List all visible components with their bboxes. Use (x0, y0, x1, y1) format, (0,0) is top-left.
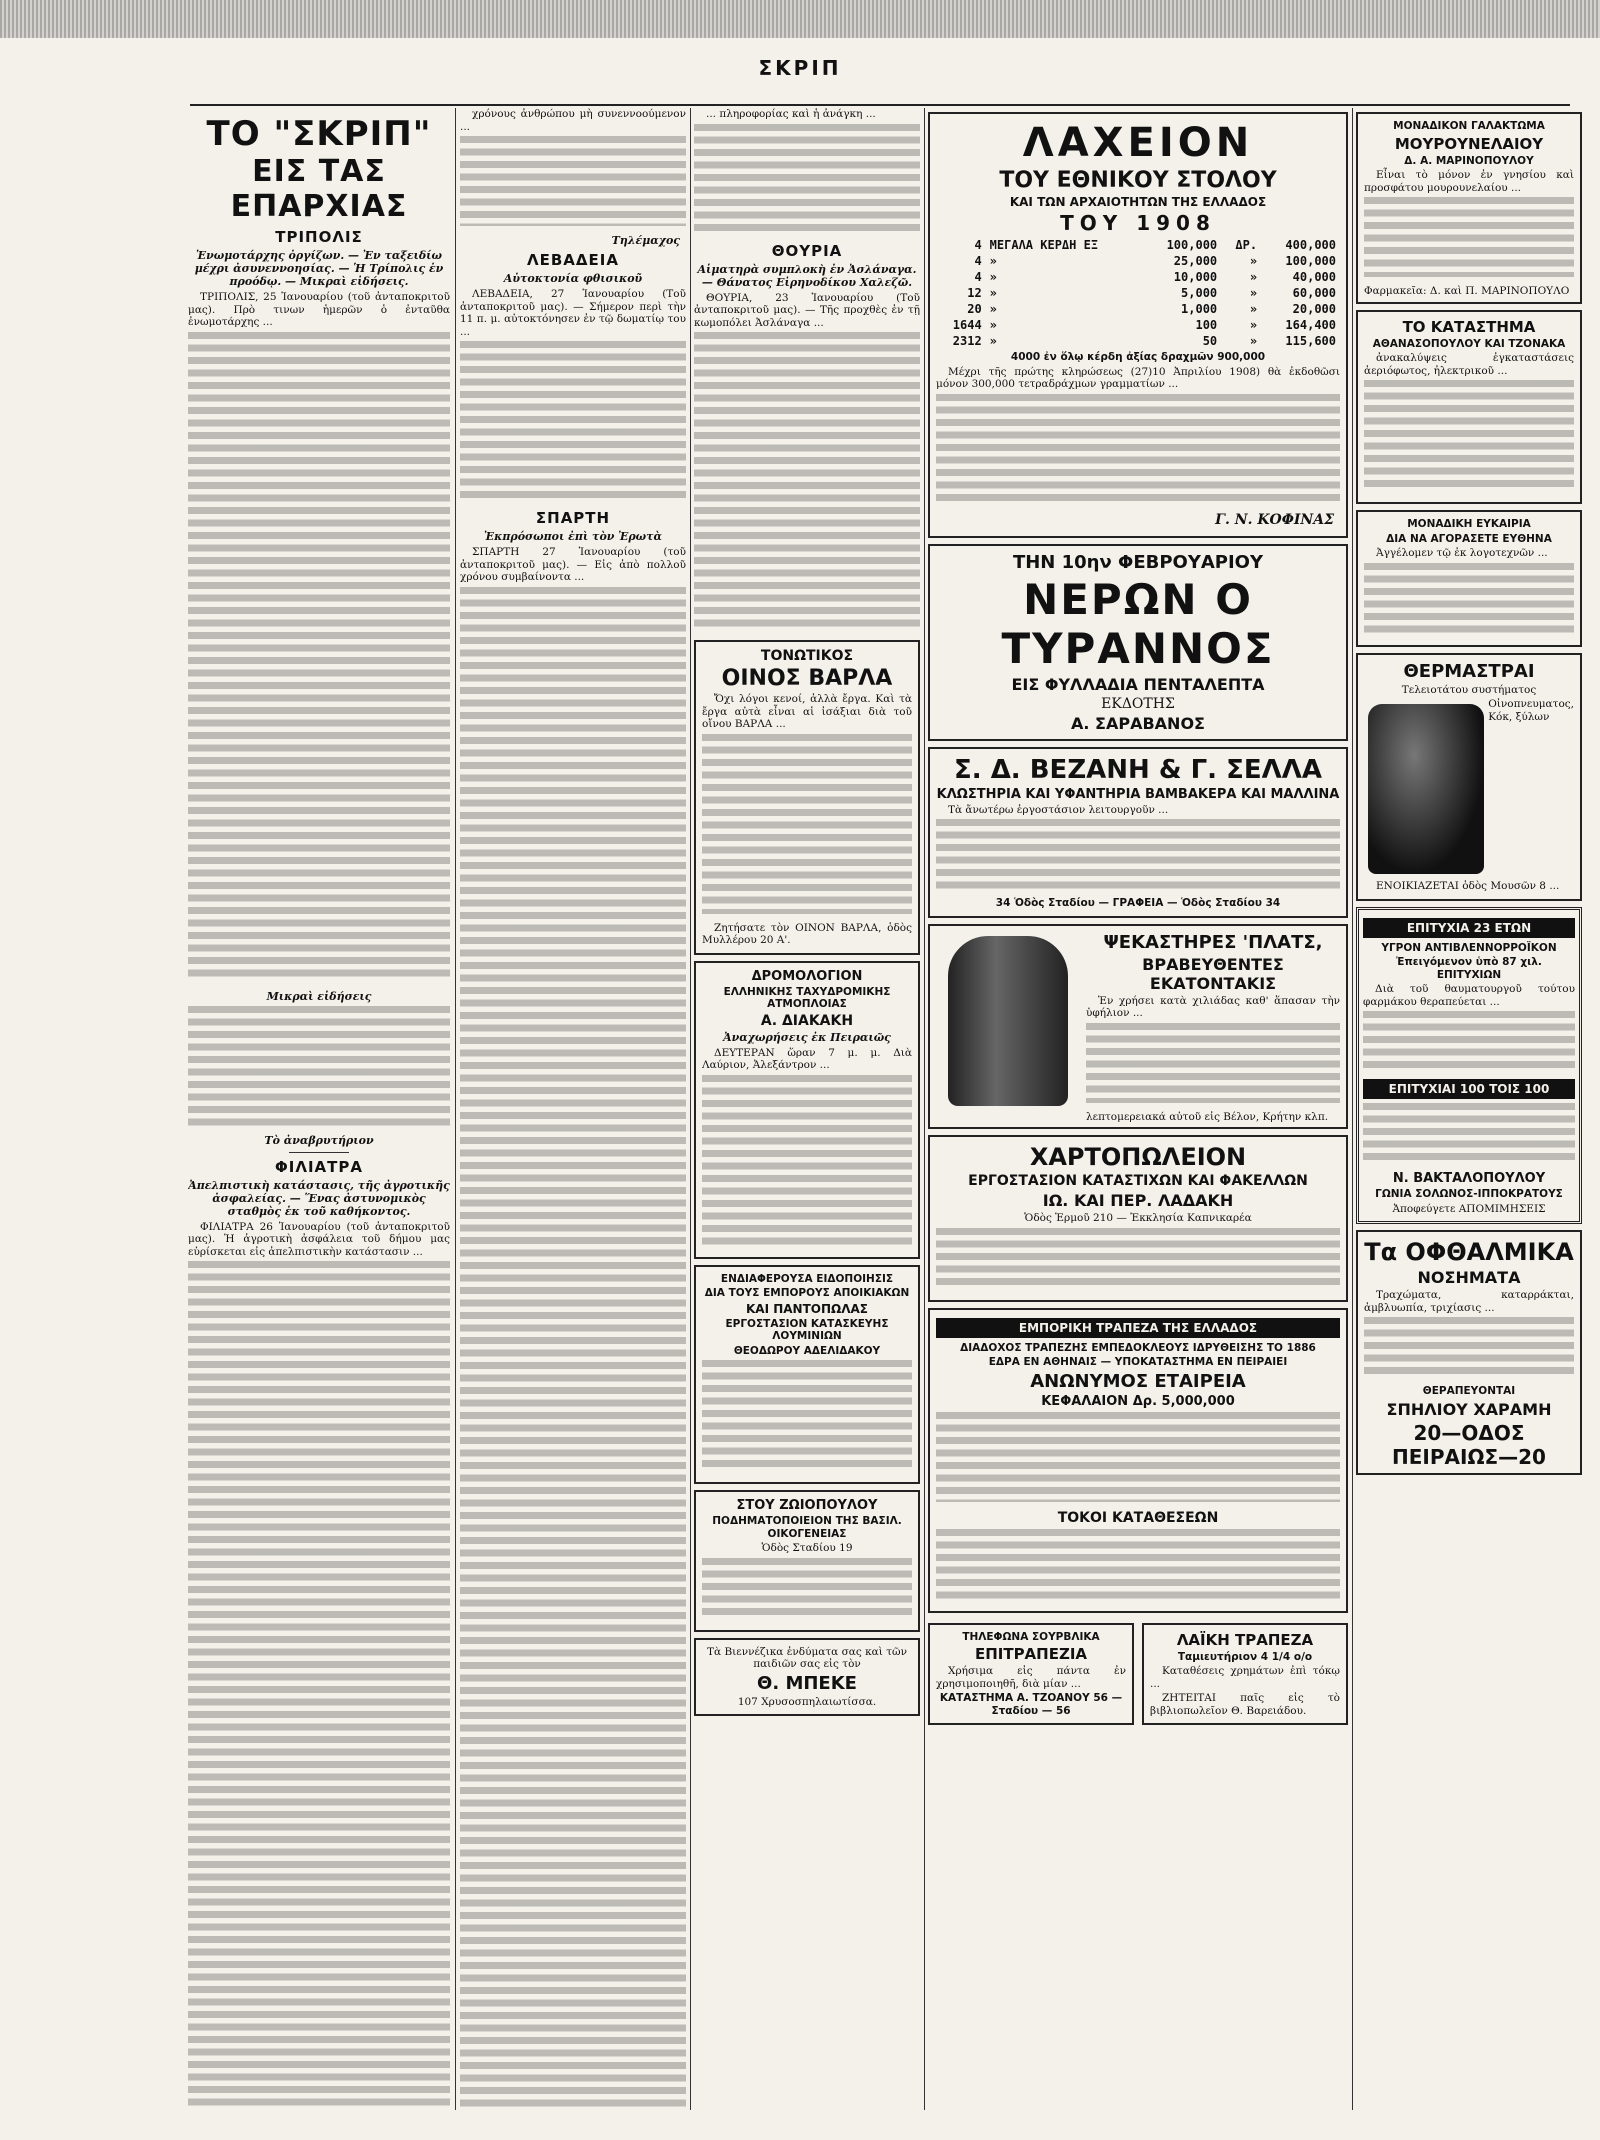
ad-imports (694, 1265, 920, 1485)
headline-provinces: ΕΙΣ ΤΑΣ ΕΠΑΡΧΙΑΣ (230, 154, 408, 224)
section-tripolis-lead: Ἐνωμοτάρχης ὀργίζων. — Ἐν ταξειδίω μέχρι ἀσυνεννοησίας. — Ἡ Τρίπολις ἐν προόδῳ. — Μικραὶ εἰδήσεις. (194, 249, 444, 288)
store-title-1: ΤΟ ΚΑΤΑΣΤΗΜΑ (1402, 317, 1536, 336)
sprayers-text: Ἐν χρήσει κατὰ χιλιάδας καθ' ἅπασαν τὴν ὑφήλιον ... (1086, 994, 1340, 1019)
laiki-title: ΛΑΪΚΗ ΤΡΑΠΕΖΑ (1176, 1630, 1314, 1649)
sorblika-sub: ΕΠΙΤΡΑΠΕΖΙΑ (974, 1645, 1088, 1663)
lottery-cell-label: » (989, 254, 997, 268)
lebadeia-paragraph: ΛΕΒΑΔΕΙΑ, 27 Ἰανουαρίου (Τοῦ ἀνταποκριτοῦ μας). — Σήμερον περὶ τὴν 11 π. μ. αὐτοκτόνησεν ἐν τῷ δωματίῳ του ... (460, 288, 686, 338)
continued-paragraph: ... πληροφορίας καὶ ἡ ἀνάγκη ... (706, 108, 876, 120)
ad-text-block (1086, 1023, 1340, 1103)
lottery-cell-cur: » (1249, 254, 1258, 268)
lottery-cell-each: 50 (1202, 334, 1218, 348)
lottery-cell-total: 20,000 (1292, 302, 1336, 316)
chance-line-2: ΔΙΑ ΝΑ ΑΓΟΡΑΣΕΤΕ ΕΥΘΗΝΑ (1386, 532, 1552, 545)
divider (289, 1152, 349, 1153)
eyes-text: Τραχώματα, καταρράκται, ἀμβλυωπία, τριχίασις ... (1364, 1289, 1574, 1314)
lottery-row (936, 253, 1340, 269)
ad-tonic-wine (694, 640, 920, 955)
article-text-block (460, 341, 686, 501)
lottery-row (936, 317, 1340, 333)
thouria-paragraph: ΘΟΥΡΙΑ, 23 Ἰανουαρίου (Τοῦ ἀνταποκριτοῦ μας). — Τῆς προχθὲς ἐν τῇ κωμοπόλει Ἀσλάναγα ... (694, 291, 920, 329)
ad-text-block (936, 1412, 1340, 1502)
laiki-text: Καταθέσεις χρημάτων ἐπὶ τόκῳ ... (1150, 1665, 1340, 1690)
medicine-address: ΓΩΝΙΑ ΣΟΛΩΝΟΣ-ΙΠΠΟΚΡΑΤΟΥΣ (1375, 1188, 1563, 1200)
lottery-cell-n: 4 (974, 238, 982, 252)
ad-commercial-bank (928, 1308, 1348, 1613)
stoves-rent: ΕΝΟΙΚΙΑΖΕΤΑΙ ὁδὸς Μουσῶν 8 ... (1376, 880, 1560, 892)
lottery-cell-total: 164,400 (1285, 318, 1336, 332)
sprayers-title: ΨΕΚΑΣΤΗΡΕΣ 'ΠΛΑΤΣ, (1103, 931, 1323, 953)
ad-text-block (1363, 1103, 1575, 1163)
column-divider (1352, 108, 1353, 2110)
bank-sub: ΔΙΑΔΟΧΟΣ ΤΡΑΠΕΖΗΣ ΕΜΠΕΔΟΚΛΕΟΥΣ ΙΔΡΥΘΕΙΣΗΣ ΤΟ 1886 (960, 1341, 1316, 1354)
vezani-text: Τὰ ἄνωτέρω ἐργοστάσιον λειτουργοῦν ... (948, 803, 1169, 816)
tripolis-subhead: Μικραὶ εἰδήσεις (266, 989, 372, 1003)
ad-text-block (1364, 1317, 1574, 1377)
neron-publisher-label: ΕΚΔΟΤΗΣ (1101, 695, 1175, 712)
ad-neron (928, 544, 1348, 741)
sorblika-title: ΤΗΛΕΦΩΝΑ ΣΟΥΡΒΛΙΚΑ (962, 1630, 1100, 1643)
lottery-cell-each: 10,000 (1173, 270, 1218, 284)
lottery-title: ΛΑΧΕΙΟΝ (1022, 120, 1254, 166)
article-text-block (694, 124, 920, 234)
lottery-cell-each: 100,000 (1166, 238, 1218, 252)
bank-capital: ΚΕΦΑΛΑΙΟΝ Δρ. 5,000,000 (1041, 1393, 1235, 1409)
medicine-cure: ΕΠΙΤΥΧΙΑΙ 100 ΤΟΙΣ 100 (1363, 1079, 1575, 1099)
lottery-cell-n: 20 (967, 302, 982, 316)
lottery-cell-total: 115,600 (1285, 334, 1336, 348)
stationery-sub: ΕΡΓΟΣΤΑΣΙΟΝ ΚΑΤΑΣΤΙΧΩΝ ΚΑΙ ΦΑΚΕΛΛΩΝ (968, 1173, 1308, 1189)
lottery-signature: Γ. Ν. ΚΟΦΙΝΑΣ (1215, 511, 1334, 528)
ad-text-block (936, 1529, 1340, 1599)
lottery-cell-cur: » (1249, 270, 1258, 284)
ad-text-block (702, 1075, 912, 1245)
ad-text-block (1364, 197, 1574, 277)
imports-line-5: ΘΕΟΔΩΡΟΥ ΑΔΕΛΙΔΑΚΟΥ (733, 1344, 881, 1357)
lottery-cell-n: 12 (967, 286, 982, 300)
ad-text-block (1364, 563, 1574, 633)
article-text-block (694, 332, 920, 632)
bank-seat: ΕΔΡΑ ΕΝ ΑΘΗΝΑΙΣ — ΥΠΟΚΑΤΑΣΤΗΜΑ ΕΝ ΠΕΙΡΑΙΕΙ (988, 1356, 1288, 1368)
lottery-cell-each: 25,000 (1173, 254, 1218, 268)
eyes-title: Τα ΟΦΘΑΛΜΙΚΑ (1364, 1238, 1574, 1266)
eyes-sub: ΝΟΣΗΜΑΤΑ (1417, 1268, 1521, 1287)
lottery-row (936, 285, 1340, 301)
scan-edge-texture (0, 0, 1600, 38)
lottery-cell-label: » (989, 270, 997, 284)
ad-clothing (694, 1638, 920, 1717)
ad-vezani-sella (928, 747, 1348, 918)
lottery-cell-total: 400,000 (1285, 238, 1336, 252)
neron-sub: ΕΙΣ ΦΥΛΛΑΔΙΑ ΠΕΝΤΑΛΕΠΤΑ (1011, 674, 1265, 694)
lottery-cell-cur: » (1249, 302, 1258, 316)
ad-text-block (702, 1360, 912, 1470)
lottery-cell-each: 1,000 (1181, 302, 1218, 316)
vezani-sub: ΚΛΩΣΤΗΡΙΑ ΚΑΙ ΥΦΑΝΤΗΡΙΑ ΒΑΜΒΑΚΕΡΑ ΚΑΙ ΜΑΛΛΙΝΑ (936, 786, 1340, 802)
bank-title: ΕΜΠΟΡΙΚΗ ΤΡΑΠΕΖΑ ΤΗΣ ΕΛΛΑΔΟΣ (936, 1318, 1340, 1338)
medicine-tag: ΕΠΙΤΥΧΙΑ 23 ΕΤΩΝ (1363, 918, 1575, 938)
stoves-text: Οἰνοπνευματος, Κόκ, ξύλων (1488, 698, 1574, 723)
milk-pharmacy: Φαρμακεῖα: Δ. καὶ Π. ΜΑΡΙΝΟΠΟΥΛΟ (1364, 285, 1570, 297)
sprayers-caption: λεπτομερειακά αὐτοῦ εἰς Βέλον, Κρήτην κλπ. (1086, 1110, 1329, 1123)
section-sparti-sub: Ἐκπρόσωποι ἐπὶ τὸν Ἐρωτὰ (483, 530, 662, 543)
lottery-cell-each: 5,000 (1181, 286, 1218, 300)
lottery-text: Μέχρι τῆς πρώτης κληρώσεως (27)10 Ἀπριλίου 1908) θὰ ἐκδοθῶσι μόνον 300,000 τετραδράχμων γραμματίων ... (936, 365, 1340, 390)
milk-title: ΜΟΝΑΔΙΚΟΝ ΓΑΛΑΚΤΩΜΑ (1393, 120, 1545, 132)
eyes-doctor: ΣΠΗΛΙΟΥ ΧΑΡΑΜΗ (1386, 1399, 1552, 1419)
chance-line-1: ΜΟΝΑΔΙΚΗ ΕΥΚΑΙΡΙΑ (1407, 518, 1531, 530)
lottery-cell-total: 60,000 (1292, 286, 1336, 300)
lottery-cell-label: » (989, 318, 997, 332)
column-divider (690, 108, 691, 2110)
lottery-cell-cur: ΔΡ. (1235, 238, 1258, 252)
imports-line-2: ΔΙΑ ΤΟΥΣ ΕΜΠΟΡΟΥΣ ΑΠΟΙΚΙΑΚΩΝ (704, 1287, 910, 1299)
ad-cod-liver-oil (1356, 112, 1582, 304)
neron-publisher: Α. ΣΑΡΑΒΑΝΟΣ (1071, 713, 1205, 733)
stationery-addr: Ὁδὸς Ἑρμοῦ 210 — Ἐκκλησία Καπνικαρέα (1024, 1212, 1252, 1224)
ad-eye-diseases (1356, 1230, 1582, 1475)
ad-opportunity (1356, 510, 1582, 647)
schedule-title: ΔΡΟΜΟΛΟΓΙΟΝ (751, 968, 863, 984)
continued-paragraph: χρόνους ἀνθρώπου μὴ συνεννοούμενον ... (460, 108, 686, 133)
lottery-total: 4000 ἐν ὅλῳ κέρδη ἀξίας δραχμῶν 900,000 (1010, 351, 1266, 363)
bank-company: ΑΝΩΝΥΜΟΣ ΕΤΑΙΡΕΙΑ (1030, 1370, 1246, 1392)
lottery-row (936, 237, 1340, 253)
clothing-line: Τὰ Βιεννέζικα ἐνδύματα σας καὶ τῶν παιδιῶν σας εἰς τὸν (707, 1645, 907, 1670)
lottery-cell-cur: » (1249, 286, 1258, 300)
ad-medicine (1356, 907, 1582, 1225)
vezani-addr: 34 Ὁδὸς Σταδίου — ΓΡΑΦΕΙΑ — Ὁδὸς Σταδίου 34 (995, 897, 1281, 909)
medicine-text: Διὰ τοῦ θαυματουργοῦ τούτου φαρμάκου θεραπεύεται ... (1363, 983, 1575, 1008)
column-5 (1356, 108, 1582, 2110)
newspaper-name: ΣΚΡΙΠ (758, 56, 842, 80)
section-thouria-title: ΘΟΥΡΙΑ (771, 241, 843, 260)
ad-shoemaker (694, 1490, 920, 1632)
sorblika-footer: ΚΑΤΑΣΤΗΜΑ Α. ΤΖΟΑΝΟΥ 56 — Σταδίου — 56 (939, 1692, 1123, 1717)
milk-text: Εἶναι τὸ μόνον ἐν γνησίου καὶ προσφάτου μουρουνελαίου ... (1364, 169, 1574, 194)
correspondent-signature: Τηλέμαχος (611, 234, 680, 247)
lottery-row (936, 333, 1340, 349)
sorblika-text: Χρήσιμα εἰς πάντα ἐν χρησιμοποιηθῆ, διὰ μίαν ... (936, 1665, 1126, 1690)
lottery-year: ΤΟΥ 1908 (1060, 211, 1216, 235)
clothing-addr: 107 Χρυσοσπηλαιωτίσσα. (737, 1695, 877, 1708)
article-text-block (460, 136, 686, 226)
laiki-wanted: ΖΗΤΕΙΤΑΙ παῖς εἰς τὸ βιβλιοπωλεῖον Θ. Βαρειάδου. (1150, 1692, 1340, 1717)
ad-tonic-title-1: ΤΟΝΩΤΙΚΟΣ (760, 648, 854, 664)
medicine-note: Ἀποφεύγετε ΑΠΟΜΙΜΗΣΕΙΣ (1392, 1202, 1546, 1215)
shoemaker-sub: ΠΟΔΗΜΑΤΟΠΟΙΕΙΟΝ ΤΗΣ ΒΑΣΙΛ. ΟΙΚΟΓΕΝΕΙΑΣ (712, 1515, 902, 1540)
lottery-cell-n: 1644 (952, 318, 982, 332)
lottery-cell-each: 100 (1195, 318, 1218, 332)
headline-skrip: ΤΟ "ΣΚΡΙΠ" (206, 114, 432, 154)
ad-stationery (928, 1135, 1348, 1302)
lottery-cell-n: 4 (974, 254, 982, 268)
article-text-block (460, 587, 686, 2111)
bank-interest-title: ΤΟΚΟΙ ΚΑΤΑΘΕΣΕΩΝ (1057, 1509, 1219, 1526)
section-lebadeia-sub: Αὐτοκτονία φθισικοῦ (503, 272, 643, 285)
lottery-cell-label: » (989, 334, 997, 348)
ad-sprayers (928, 924, 1348, 1130)
ad-text-block (702, 1558, 912, 1618)
stationery-owner: ΙΩ. ΚΑΙ ΠΕΡ. ΛΑΔΑΚΗ (1042, 1191, 1234, 1210)
chance-text: Ἀγγέλομεν τῷ ἐκ λογοτεχνῶν ... (1376, 547, 1548, 559)
shoemaker-addr: Ὁδὸς Σταδίου 19 (761, 1542, 853, 1554)
tripolis-ending: Τὸ ἀναβρυτήριον (264, 1133, 374, 1147)
section-tripolis-title: ΤΡΙΠΟΛΙΣ (275, 228, 363, 246)
stoves-title: ΘΕΡΜΑΣΤΡΑΙ (1403, 660, 1535, 682)
shoemaker-title: ΣΤΟΥ ΖΩΙΟΠΟΥΛΟΥ (736, 1498, 878, 1513)
ad-store (1356, 310, 1582, 505)
sparti-paragraph: ΣΠΑΡΤΗ 27 Ἰανουαρίου (τοῦ ἀνταποκριτοῦ μας). — Εἰς ἀπὸ πολλοῦ χρόνου συμβαίνοντα ... (460, 546, 686, 583)
lottery-row (936, 301, 1340, 317)
schedule-departures: Ἀναχωρήσεις ἐκ Πειραιῶς (723, 1030, 891, 1044)
lottery-cell-cur: » (1249, 334, 1258, 348)
article-text-block (188, 1006, 450, 1126)
article-text-block (188, 332, 450, 982)
eyes-address-footer: 20—ΟΔΟΣ ΠΕΙΡΑΙΩΣ—20 (1392, 1420, 1546, 1469)
ad-stoves (1356, 653, 1582, 901)
lottery-cell-label: ΜΕΓΑΛΑ ΚΕΡΔΗ ΕΞ (989, 238, 1099, 252)
lottery-prizes-table (936, 237, 1340, 349)
lottery-cell-n: 4 (974, 270, 982, 284)
lottery-cell-total: 100,000 (1285, 254, 1336, 268)
column-divider (455, 108, 456, 2110)
lottery-cell-total: 40,000 (1292, 270, 1336, 284)
top-rule (190, 104, 1570, 106)
imports-line-1: ΕΝΔΙΑΦΕΡΟΥΣΑ ΕΙΔΟΠΟΙΗΣΙΣ (720, 1272, 894, 1285)
ad-tonic-text: Ὄχι λόγοι κενοί, ἀλλὰ ἔργα. Καὶ τὰ ἔργα αὐτὰ εἶναι αἱ ἰσάξιαι διὰ τοῦ οἴνου ΒΑΡΛΑ ... (702, 693, 912, 730)
store-text: ἀνακαλύψεις ἐγκαταστάσεις ἀεριόφωτος, ἠλεκτρικοῦ ... (1364, 352, 1574, 377)
sprayers-sub: ΒΡΑΒΕΥΘΕΝΤΕΣ ΕΚΑΤΟΝΤΑΚΙΣ (1142, 954, 1284, 993)
ad-text-block (1364, 380, 1574, 490)
medicine-sub: Ἐπειγόμενον ὑπὸ 87 χιλ. ΕΠΙΤΥΧΙΩΝ (1396, 956, 1542, 981)
column-provinces (188, 108, 450, 2110)
medicine-seller: Ν. ΒΑΚΤΑΛΟΠΟΥΛΟΥ (1392, 1171, 1546, 1186)
ad-sorblika (928, 1623, 1134, 1726)
filiatra-paragraph: ΦΙΛΙΑΤΡΑ 26 Ἰανουαρίου (τοῦ ἀνταποκριτοῦ μας). Ἡ ἀγροτικὴ ἀσφάλεια τοῦ δήμου μας εὑρίσκεται εἰς ἀπελπιστικὴν κατάστασιν ... (188, 1220, 450, 1258)
lottery-sub-1: ΤΟΥ ΕΘΝΙΚΟΥ ΣΤΟΛΟΥ (999, 168, 1277, 193)
tripolis-paragraph: ΤΡΙΠΟΛΙΣ, 25 Ἰανουαρίου (τοῦ ἀνταποκριτοῦ μας). Πρὸ τινων ἡμερῶν ὁ ἐνταῦθα ἐνωμοτάρχης ... (188, 291, 450, 328)
schedule-owner: Α. ΔΙΑΚΑΚΗ (760, 1012, 854, 1029)
ad-text-block (936, 1228, 1340, 1288)
neron-date: ΤΗΝ 10ην ΦΕΒΡΟΥΑΡΙΟΥ (1012, 551, 1264, 573)
section-lebadeia-title: ΛΕΒΑΔΕΙΑ (527, 251, 619, 269)
column-3 (694, 108, 920, 2110)
stationery-title: ΧΑΡΤΟΠΩΛΕΙΟΝ (1029, 1143, 1247, 1171)
section-thouria-sub: Αἱματηρὰ συμπλοκὴ ἐν Ἀσλάναγα. — Θάνατος Εἰρηνοδίκου Χαλεζῶ. (697, 262, 917, 289)
ad-text-block (702, 734, 912, 914)
imports-line-3: ΚΑΙ ΠΑΝΤΟΠΩΛΑΣ (745, 1301, 868, 1316)
section-filiatra-lead: Ἀπελπιστικὴ κατάστασις, τῆς ἀγροτικῆς ἀσφαλείας. — Ἕνας ἀστυνομικὸς σταθμὸς ἐκ τοῦ καθήκοντος. (188, 1178, 450, 1218)
column-advertisements (928, 108, 1348, 2110)
store-title-2: ΑΘΑΝΑΣΟΠΟΥΛΟΥ ΚΑΙ ΤΖΟΝΑΚΑ (1372, 337, 1566, 350)
ad-shipping-schedule (694, 961, 920, 1259)
neron-title: ΝΕΡΩΝ Ο ΤΥΡΑΝΝΟΣ (1001, 574, 1275, 673)
ad-text-block (936, 394, 1340, 504)
vezani-title: Σ. Δ. ΒΕΖΑΝΗ & Γ. ΣΕΛΛΑ (954, 754, 1322, 785)
ad-text-block (936, 819, 1340, 889)
milk-owner: Δ. Α. ΜΑΡΙΝΟΠΟΥΛΟΥ (1404, 154, 1534, 167)
stoves-sub: Τελειοτάτου συστήματος (1401, 683, 1537, 696)
clothing-name: Θ. ΜΠΕΚΕ (757, 1672, 857, 1694)
imports-line-4: ΕΡΓΟΣΤΑΣΙΟΝ ΚΑΤΑΣΚΕΥΗΣ ΛΟΥΜΙΝΙΩΝ (725, 1317, 889, 1342)
section-filiatra-title: ΦΙΛΙΑΤΡΑ (275, 1157, 363, 1176)
article-text-block (188, 1261, 450, 2110)
lottery-cell-cur: » (1249, 318, 1258, 332)
ad-lottery (928, 112, 1348, 538)
schedule-sub: ΕΛΛΗΝΙΚΗΣ ΤΑΧΥΔΡΟΜΙΚΗΣ ΑΤΜΟΠΛΟΙΑΣ (723, 985, 891, 1010)
schedule-text: ΔΕΥΤΕΡΑΝ ὥραν 7 μ. μ. Διὰ Λαύριον, Ἀλεξάντρον ... (702, 1046, 912, 1071)
stove-illustration (1368, 704, 1484, 874)
ad-laiki-bank (1142, 1623, 1348, 1726)
sprayer-illustration (948, 936, 1068, 1106)
lottery-sub-2: ΚΑΙ ΤΩΝ ΑΡΧΑΙΟΤΗΤΩΝ ΤΗΣ ΕΛΛΑΔΟΣ (1009, 195, 1267, 209)
stoves-body (1364, 698, 1574, 880)
lottery-cell-label: » (989, 302, 997, 316)
ad-tonic-title-2: ΟΙΝΟΣ ΒΑΡΛΑ (721, 666, 893, 691)
ad-text-block (1363, 1011, 1575, 1071)
milk-sub: ΜΟΥΡΟΥΝΕΛΑΙΟΥ (1394, 134, 1544, 153)
column-2 (460, 108, 686, 2110)
lottery-row (936, 269, 1340, 285)
bottom-ads-row (928, 1619, 1348, 1732)
eyes-cured: ΘΕΡΑΠΕΥΟΝΤΑΙ (1422, 1385, 1516, 1397)
column-divider (924, 108, 925, 2110)
lottery-cell-n: 2312 (952, 334, 982, 348)
section-sparti-title: ΣΠΑΡΤΗ (535, 509, 611, 527)
lottery-cell-label: » (989, 286, 997, 300)
laiki-rate: Ταμιευτήριον 4 1/4 ο/ο (1177, 1650, 1313, 1663)
ad-tonic-closing: Ζητήσατε τὸν ΟΙΝΟΝ ΒΑΡΛΑ, ὁδὸς Μυλλέρου 20 Α'. (702, 921, 912, 946)
medicine-title: ΥΓΡΟΝ ΑΝΤΙΒΛΕΝΝΟΡΡΟΪΚΟΝ (1381, 941, 1557, 954)
